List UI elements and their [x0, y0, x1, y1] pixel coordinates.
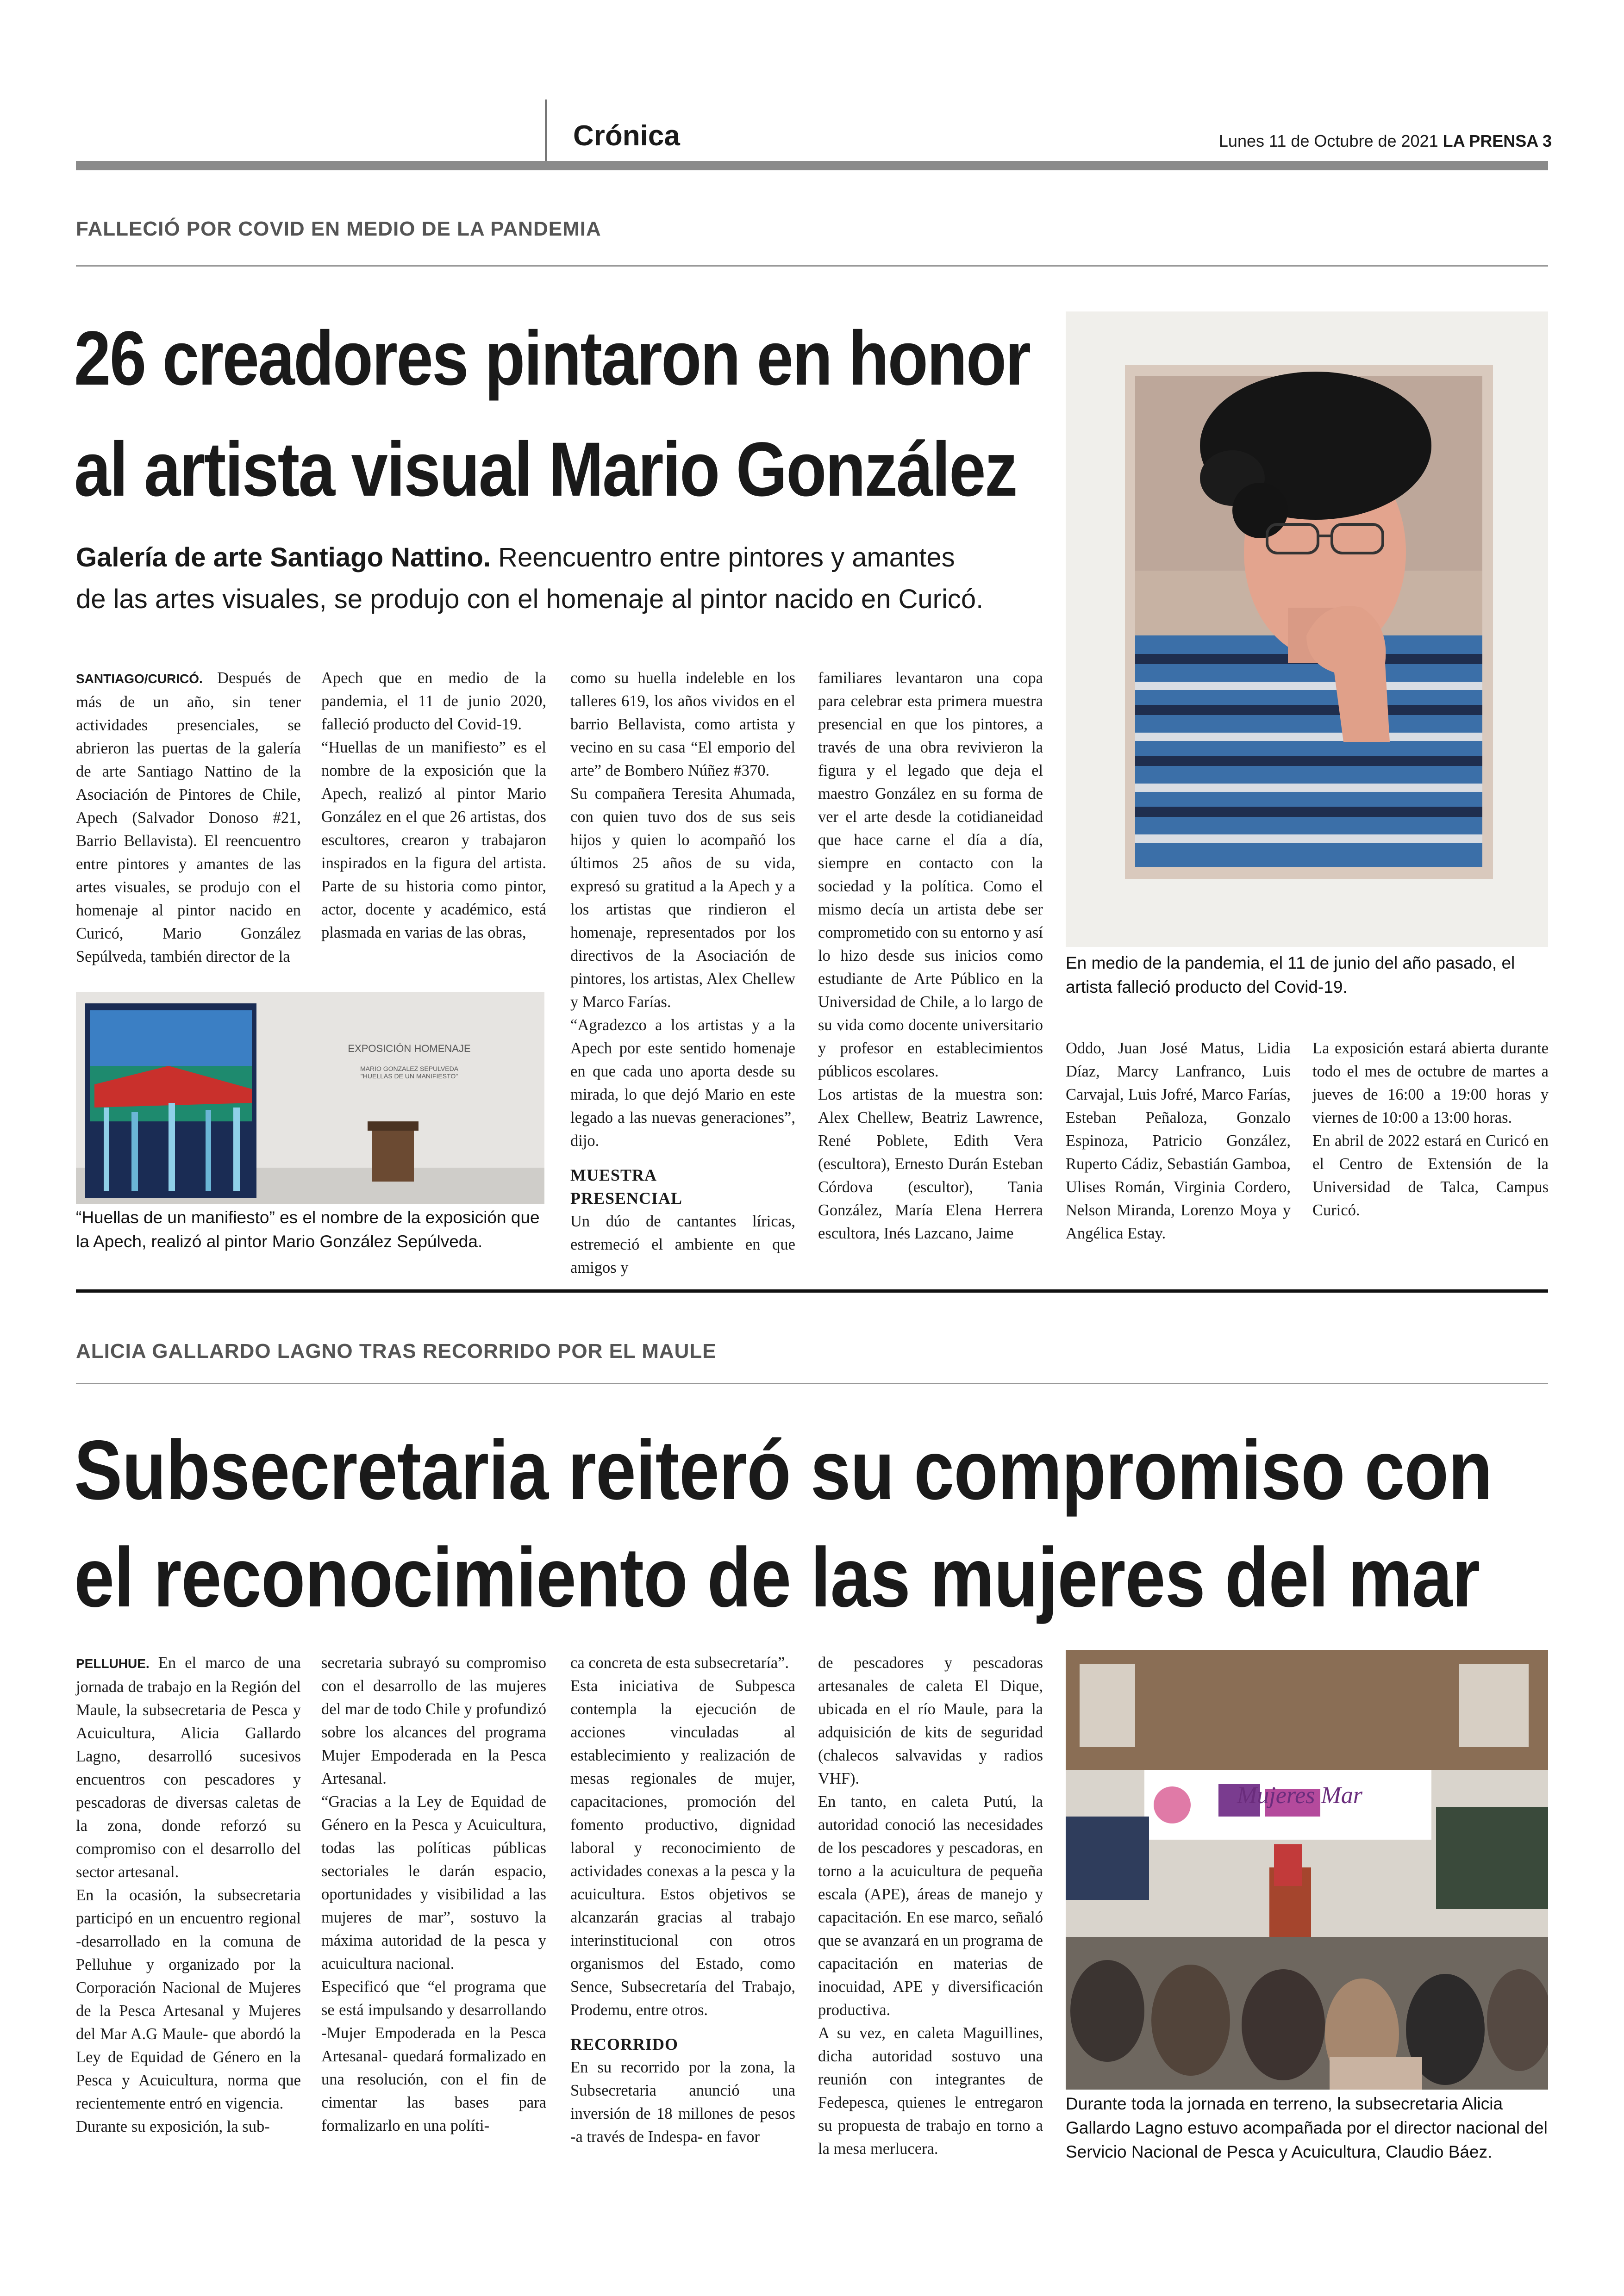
section-name: Crónica [573, 120, 680, 152]
dateline: PELLUHUE. [76, 1656, 150, 1671]
body-text: Especificó que “el programa que se está impulsando y desarrollando -Mujer Empoderada en la Pesca Artesanal- quedará formalizado en una resolución, con el fin de cimentar las bases para formalizarlo en una políti- [321, 1978, 546, 2134]
portrait-photo [1066, 311, 1548, 947]
article1-deck [76, 537, 1053, 620]
subhead: RECORRIDO [570, 2035, 679, 2053]
body-text: secretaria subrayó su compromiso con el desarrollo de las mujeres del mar de todo Chile y profundizó sobre los alcances del programa Mujer Empoderada en la Pesca Artesanal. [321, 1654, 546, 1787]
headline-line: el reconocimiento de las mujeres del mar [74, 1530, 1480, 1624]
article2-col2 [321, 1651, 546, 2137]
body-text: En abril de 2022 estará en Curicó en el Centro de Extensión de la Universidad de Talca, Campus Curicó. [1312, 1132, 1549, 1219]
body-text: Un dúo de cantantes líricas, estremeció el ambiente en que amigos y [570, 1213, 795, 1276]
issue-date-line [1219, 131, 1552, 151]
article2-kicker: ALICIA GALLARDO LAGNO TRAS RECORRIDO POR EL MAULE [76, 1340, 717, 1363]
deck-text: Reencuentro entre pintores y amantes [491, 542, 955, 572]
body-text: ca concreta de esta subsecretaría”. [570, 1654, 789, 1672]
body-text: En su recorrido por la zona, la Subsecretaria anunció una inversión de 18 millones de pesos -a través de Indespa- en favor [570, 2059, 795, 2146]
body-text: como su huella indeleble en los talleres 619, los años vividos en el barrio Bellavista, como artista y vecino en su casa “El emporio del arte” de Bombero Núñez #370. [570, 669, 795, 779]
article2-headline [74, 1416, 1493, 1631]
body-text: Esta iniciativa de Subpesca contempla la ejecución de acciones vinculadas al establecimiento y realización de mesas regionales de mujer, capacitaciones, promoción del fomento productivo, dignidad laboral y reconocimiento de actividades conexas a la pesca y la acuicultura. Estos objetivos se alcanzarán gracias al trabajo interinstitucional con otros organismos del Estado, como Sence, Subsecretaría del Trabajo, Prodemu, entre otros. [570, 1677, 795, 2019]
article1-col6 [1312, 1037, 1549, 1222]
dateline: SANTIAGO/CURICÓ. [76, 672, 203, 686]
body-text: Oddo, Juan José Matus, Lidia Díaz, Marcy Lanfranco, Luis Carvajal, Luis Jofré, Marco Farías, Esteban Peñaloza, Gonzalo Espinoza, Patricio González, Ruperto Cádiz, Sebastián Gamboa, Ulises Román, Virginia Cordero, Nelson Miranda, Lorenzo Moya y Angélica Estay. [1066, 1039, 1291, 1242]
body-text: Durante su exposición, la sub- [76, 2118, 270, 2135]
photo2-caption: “Huellas de un manifiesto” es el nombre de la exposición que la Apech, realizó al pintor Mario González Sepúlveda. [76, 1208, 540, 1251]
paper-name-page: LA PRENSA 3 [1443, 131, 1552, 150]
article1-headline [74, 303, 1030, 525]
headline-line: Subsecretaria reiteró su compromiso con [74, 1423, 1493, 1517]
headline-line: al artista visual Mario González [74, 427, 1017, 512]
sign-line: MARIO GONZALEZ SEPULVEDA [360, 1065, 459, 1072]
subhead: PRESENCIAL [570, 1189, 683, 1207]
article2-col3 [570, 1651, 795, 2148]
photo1-caption: En medio de la pandemia, el 11 de junio del año pasado, el artista falleció producto del Covid-19. [1066, 953, 1515, 996]
body-text: “Gracias a la Ley de Equidad de Género en la Pesca y Acuicultura, todas las políticas públicas sectoriales le darán espacio, oportunidades y visibilidad a las mujeres de mar”, sostuvo la máxima autoridad de la pesca y acuicultura nacional. [321, 1793, 546, 1972]
deck-text: de las artes visuales, se produjo con el homenaje al pintor nacido en Curicó. [76, 584, 984, 614]
body-text: En tanto, en caleta Putú, la autoridad conoció las necesidades de los pescadores y pescadoras, en torno a la acuicultura de pequeña escala (APE), áreas de manejo y capacitación. En ese marco, señaló que se avanzará en un programa de capacitación en materias de inocuidad, APE y diversificación productiva. [818, 1793, 1043, 2019]
article1-col4 [818, 666, 1043, 1245]
article1-kicker: FALLECIÓ POR COVID EN MEDIO DE LA PANDEMIA [76, 218, 601, 240]
body-text: Los artistas de la muestra son: Alex Chellew, Beatriz Lawrence, René Poblete, Edith Vera (escultora), Ernesto Durán Esteban Córdova (escultor), Tania González, María Elena Herrera escultora, Inés Lazcano, Jaime [818, 1086, 1043, 1242]
body-text: “Huellas de un manifiesto” es el nombre de la exposición que la Apech, realizó al pintor Mario González en el que 26 artistas, dos escultores, crearon y trabajaron inspirados en la figura del artista. Parte de su historia como pintor, actor, docente y académico, está plasmada en varias de las obras, [321, 739, 546, 941]
body-text: Su compañera Teresita Ahumada, con quien tuvo dos de sus seis hijos y quien lo acompañó los últimos 25 años de su vida, expresó su gratitud a la Apech y a los artistas que rindieron el homenaje, representados por los directivos de la Asociación de pintores, los artistas, Alex Chellew y Marco Farías. [570, 785, 795, 1011]
header-rule [76, 161, 1548, 170]
body-text: familiares levantaron una copa para celebrar esta primera muestra presencial en que los pintores, a través de una obra revivieron la figura y el legado que deja el maestro González en su forma de ver el arte desde la cotidianeidad que hace carne el día a día, siempre en contacto con la sociedad y la política. Como el mismo decía un artista debe ser comprometido con su entorno y así lo hizo desde sus inicios como estudiante de Arte Público en la Universidad de Chile, a lo largo de su vida como docente universitario y profesor en establecimientos públicos escolares. [818, 669, 1043, 1080]
article1-col1 [76, 666, 301, 968]
kicker-rule [76, 1383, 1548, 1384]
subhead: MUESTRA [570, 1166, 657, 1184]
body-text: de pescadores y pescadoras artesanales de caleta El Dique, ubicada en el río Maule, para la adquisición de kits de seguridad (chalecos salvavidas y radios VHF). [818, 1654, 1043, 1787]
photo3-caption: Durante toda la jornada en terreno, la subsecretaria Alicia Gallardo Lagno estuvo acompañada por el director nacional del Servicio Nacional de Pesca y Acuicultura, Claudio Báez. [1066, 2094, 1548, 2161]
event-image [1066, 1650, 1548, 2090]
event-banner-text: Mujeres Mar [1237, 1782, 1363, 1809]
portrait-image [1066, 311, 1548, 947]
deck-bold: Galería de arte Santiago Nattino. [76, 542, 491, 572]
event-photo [1066, 1650, 1548, 2090]
article-divider [76, 1289, 1548, 1293]
exhibition-photo [76, 992, 544, 1204]
issue-date: Lunes 11 de Octubre de 2021 [1218, 131, 1438, 150]
body-text: Después de más de un año, sin tener actividades presenciales, se abrieron las puertas de la galería de arte Santiago Nattino de la Asociación de Pintores de Chile, Apech (Salvador Donoso #21, Barrio Bellavista). El reencuentro entre pintores y amantes de las artes visuales, se produjo con el homenaje al pintor nacido en Curicó, Mario González Sepúlveda, también director de la [76, 669, 301, 965]
body-text: Apech que en medio de la pandemia, el 11 de junio 2020, falleció producto del Covid-19. [321, 669, 546, 733]
article1-col5 [1066, 1037, 1291, 1245]
kicker-rule [76, 265, 1548, 267]
headline-line: 26 creadores pintaron en honor [74, 316, 1030, 401]
exhibition-image [76, 992, 544, 1204]
body-text: En el marco de una jornada de trabajo en la Región del Maule, la subsecretaria de Pesca y Acuicultura, Alicia Gallardo Lagno, desarrolló sucesivos encuentros con pescadores y pescadoras de diversas caletas de la zona, donde reforzó su compromiso con el desarrollo del sector artesanal. [76, 1654, 301, 1881]
article1-col2 [321, 666, 546, 944]
article1-col3 [570, 666, 795, 1279]
body-text: A su vez, en caleta Maguillines, dicha autoridad sostuvo una reunión con integrantes de Fedepesca, quienes le entregaron su propuesta de trabajo en torno a la mesa merlucera. [818, 2024, 1043, 2158]
article2-col1 [76, 1651, 301, 2138]
sign-title: EXPOSICIÓN HOMENAJE [348, 1043, 471, 1054]
body-text: En la ocasión, la subsecretaria participó en un encuentro regional -desarrollado en la comuna de Pelluhue y organizado por la Corporación Nacional de Mujeres de la Pesca Artesanal y Mujeres del Mar A.G Maule- que abordó la Ley de Equidad de Género en la Pesca y Acuicultura, norma que recientemente entró en vigencia. [76, 1886, 301, 2112]
sign-line: "HUELLAS DE UN MANIFIESTO" [360, 1072, 458, 1080]
header-divider [545, 100, 547, 163]
body-text: La exposición estará abierta durante todo el mes de octubre de martes a jueves de 16:00 a 19:00 horas y viernes de 10:00 a 13:00 horas. [1312, 1039, 1549, 1126]
article2-col4 [818, 1651, 1043, 2160]
exhibition-sign [294, 1043, 525, 1080]
body-text: “Agradezco a los artistas y a la Apech por este sentido homenaje en que cada uno aporta desde su mirada, lo que dejó Mario en este legado a las nuevas generaciones”, dijo. [570, 1016, 795, 1150]
